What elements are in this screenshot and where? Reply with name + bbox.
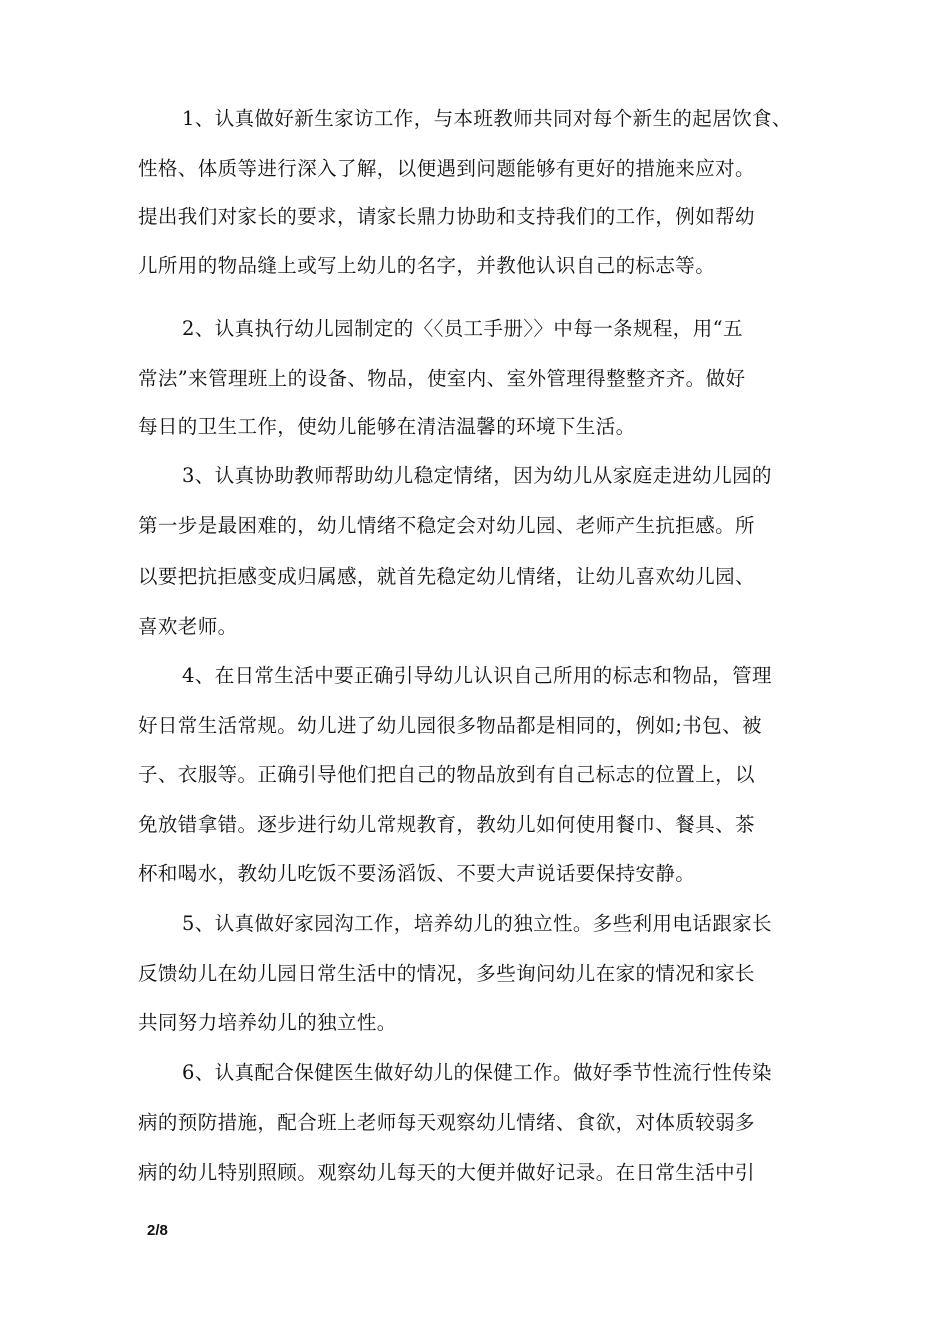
paragraph-4-line-4: 免放错拿错。逐步进行幼儿常规教育，教幼儿如何使用餐巾、餐具、茶 [138,813,755,836]
paragraph-4-line-1: 4、在日常生活中要正确引导幼儿认识自己所用的标志和物品，管理 [182,664,772,687]
paragraph-6-line-1: 6、认真配合保健医生做好幼儿的保健工作。做好季节性流行性传染 [182,1061,772,1084]
page-number: 2/8 [147,1222,168,1239]
paragraph-3-line-2: 第一步是最困难的，幼儿情绪不稳定会对幼儿园、老师产生抗拒感。所 [138,514,755,537]
paragraph-2-line-1: 2、认真执行幼儿园制定的〈〈员工手册〉〉中每一条规程，用“五 [182,317,743,340]
paragraph-3-line-3: 以要把抗拒感变成归属感，就首先稳定幼儿情绪，让幼儿喜欢幼儿园、 [138,565,755,588]
paragraph-6-line-3: 病的幼儿特别照顾。观察幼儿每天的大便并做好记录。在日常生活中引 [138,1161,755,1184]
paragraph-3-line-1: 3、认真协助教师帮助幼儿稳定情绪，因为幼儿从家庭走进幼儿园的 [182,464,772,487]
paragraph-2-line-2: 常法”来管理班上的设备、物品，使室内、室外管理得整整齐齐。做好 [138,367,746,390]
paragraph-5-line-2: 反馈幼儿在幼儿园日常生活中的情况，多些询问幼儿在家的情况和家长 [138,962,755,985]
paragraph-6-line-2: 病的预防措施，配合班上老师每天观察幼儿情绪、食欲，对体质较弱多 [138,1111,755,1134]
paragraph-1-line-1: 1、认真做好新生家访工作，与本班教师共同对每个新生的起居饮食、 [182,107,792,130]
paragraph-1-line-2: 性格、体质等进行深入了解，以便遇到问题能够有更好的措施来应对。 [138,157,755,180]
paragraph-4-line-5: 杯和喝水，教幼儿吃饭不要汤滔饭、不要大声说话要保持安静。 [138,862,696,885]
paragraph-5-line-3: 共同努力培养幼儿的独立性。 [138,1011,397,1034]
paragraph-2-line-3: 每日的卫生工作，使幼儿能够在清洁温馨的环境下生活。 [138,415,636,438]
paragraph-4-line-2: 好日常生活常规。幼儿进了幼儿园很多物品都是相同的，例如;书包、被 [138,714,762,737]
paragraph-5-line-1: 5、认真做好家园沟工作，培养幼儿的独立性。多些利用电话跟家长 [182,912,772,935]
paragraph-3-line-4: 喜欢老师。 [138,615,238,638]
paragraph-4-line-3: 子、衣服等。正确引导他们把自己的物品放到有自己标志的位置上，以 [138,763,755,786]
paragraph-1-line-3: 提出我们对家长的要求，请家长鼎力协助和支持我们的工作，例如帮幼 [138,205,755,228]
paragraph-1-line-4: 儿所用的物品缝上或写上幼儿的名字，并教他认识自己的标志等。 [138,254,716,277]
